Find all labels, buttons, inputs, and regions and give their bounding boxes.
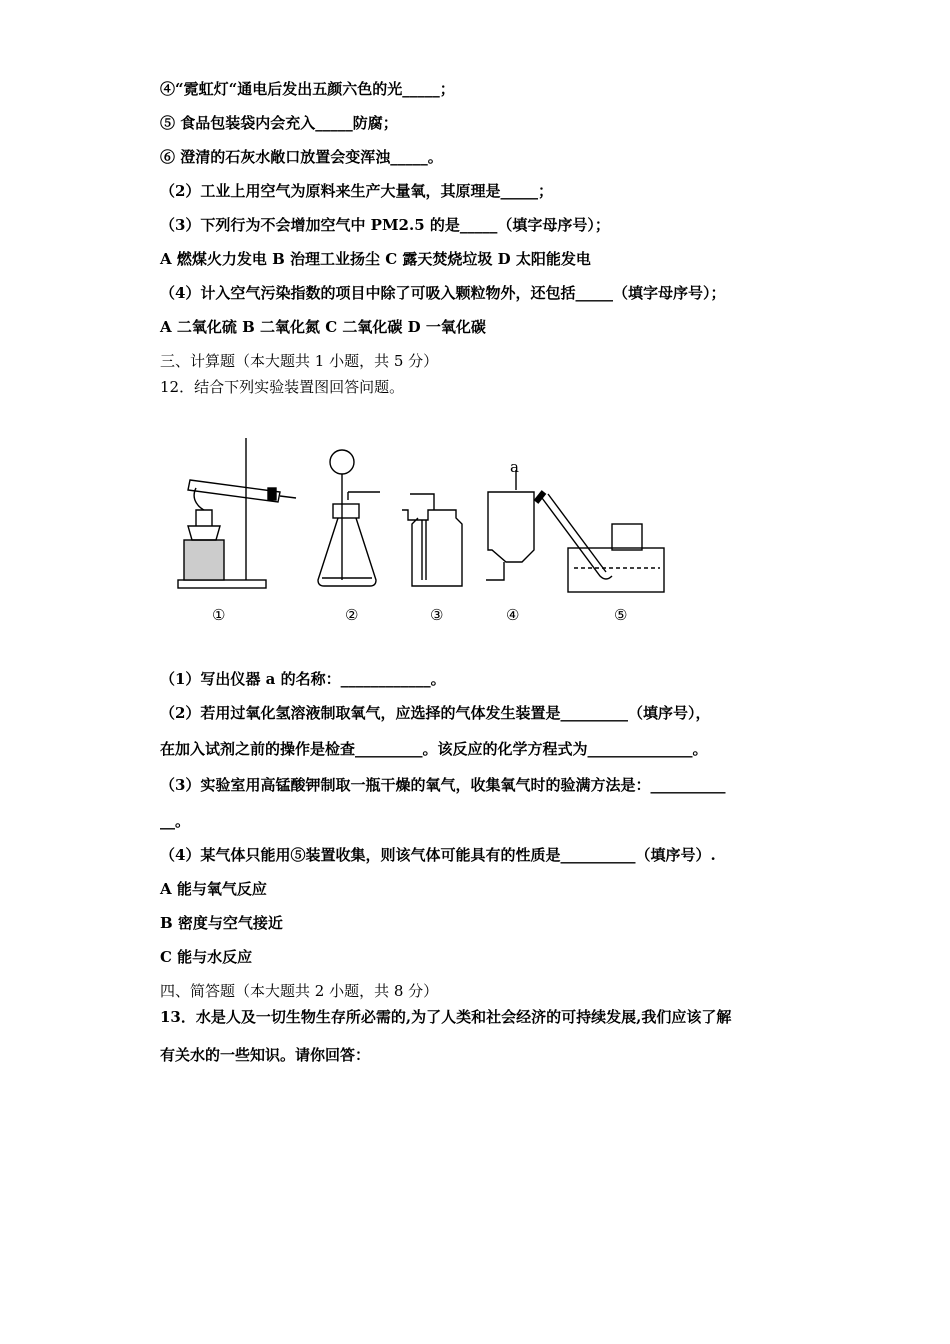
question-2: （2）工业上用空气为原料来生产大量氧，其原理是_____； — [160, 182, 553, 200]
apparatus-drawing — [170, 430, 670, 630]
q12-1: （1）写出仪器 a 的名称：____________。 — [160, 670, 446, 688]
options-3: A 燃煤火力发电 B 治理工业扬尘 C 露天焚烧垃圾 D 太阳能发电 — [160, 250, 591, 268]
question-13-cont: 有关水的一些知识。请你回答： — [160, 1046, 371, 1064]
section-3-title: 三、计算题（本大题共 1 小题，共 5 分） — [160, 352, 439, 370]
line-6: ⑥ 澄清的石灰水敞口放置会变浑浊_____。 — [160, 148, 443, 166]
q12-3: （3）实验室用高锰酸钾制取一瓶干燥的氧气，收集氧气时的验满方法是：__________ — [160, 776, 726, 794]
question-4: （4）计入空气污染指数的项目中除了可吸入颗粒物外，还包括_____（填字母序号）； — [160, 284, 726, 302]
apparatus-1 — [178, 438, 296, 588]
option-b: B 密度与空气接近 — [160, 914, 283, 932]
option-c: C 能与水反应 — [160, 948, 253, 966]
options-4: A 二氧化硫 B 二氧化氮 C 二氧化碳 D 一氧化碳 — [160, 318, 486, 336]
option-a: A 能与氧气反应 — [160, 880, 267, 898]
apparatus-figure — [170, 430, 670, 630]
apparatus-5 — [536, 492, 664, 592]
label-3: ③ — [430, 606, 444, 624]
apparatus-2 — [318, 450, 380, 586]
q12-3-cont: __。 — [160, 812, 191, 830]
apparatus-3 — [402, 494, 462, 586]
apparatus-4 — [486, 470, 534, 580]
question-12: 12．结合下列实验装置图回答问题。 — [160, 378, 405, 396]
letter-a: a — [510, 458, 519, 476]
question-13: 13．水是人及一切生物生存所必需的,为了人类和社会经济的可持续发展,我们应该了解 — [160, 1008, 732, 1026]
label-4: ④ — [506, 606, 520, 624]
section-4-title: 四、简答题（本大题共 2 小题，共 8 分） — [160, 982, 439, 1000]
label-2: ② — [345, 606, 359, 624]
label-5: ⑤ — [614, 606, 628, 624]
q12-2-cont: 在加入试剂之前的操作是检查_________。该反应的化学方程式为______________。 — [160, 740, 708, 758]
q12-4: （4）某气体只能用⑤装置收集，则该气体可能具有的性质是__________（填序号）. — [160, 846, 716, 864]
line-5: ⑤ 食品包装袋内会充入_____防腐； — [160, 114, 398, 132]
line-4: ④“霓虹灯“通电后发出五颜六色的光_____； — [160, 80, 455, 98]
question-3: （3）下列行为不会增加空气中 PM2.5 的是_____（填字母序号）； — [160, 216, 610, 234]
label-1: ① — [212, 606, 226, 624]
q12-2: （2）若用过氧化氢溶液制取氧气，应选择的气体发生装置是_________（填序号）， — [160, 704, 711, 722]
